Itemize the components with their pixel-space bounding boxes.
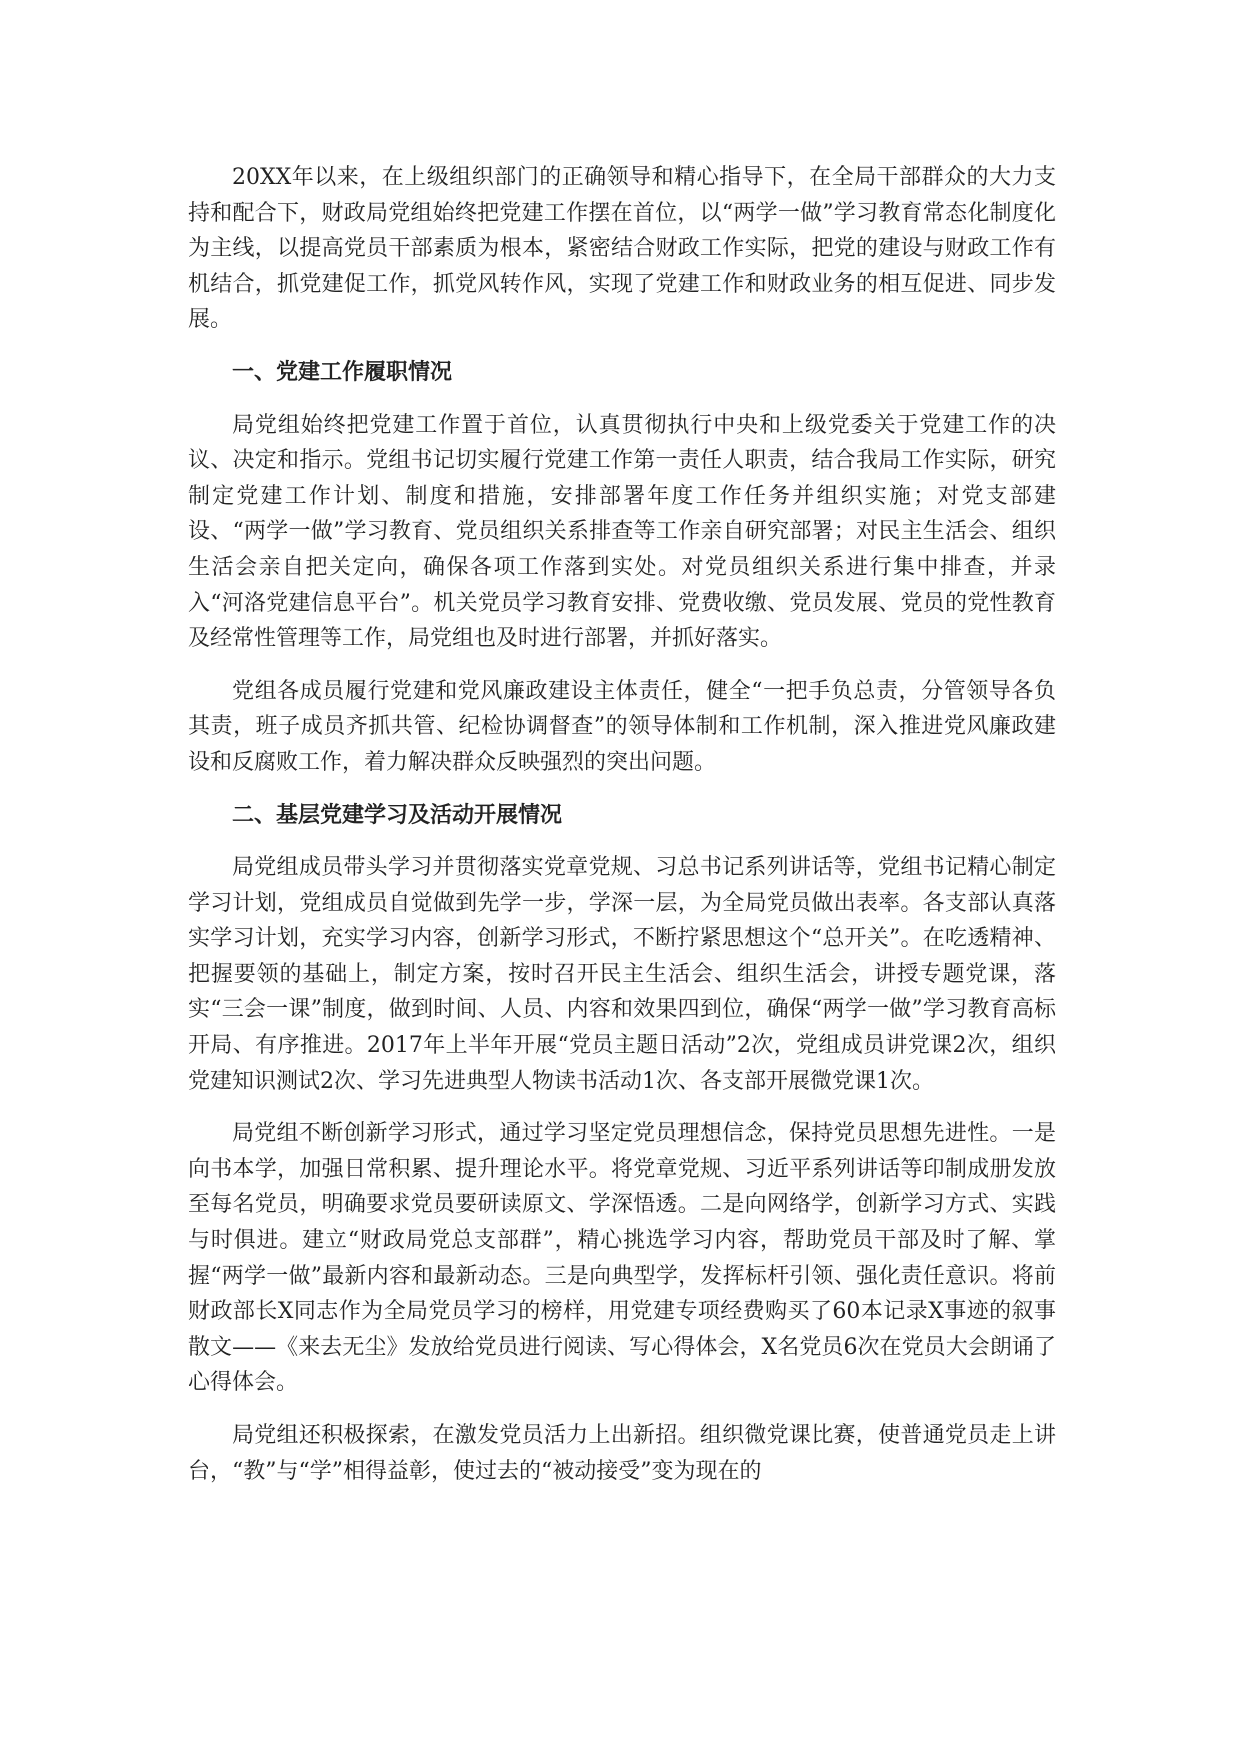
section-heading-2: 二、基层党建学习及活动开展情况	[232, 802, 563, 828]
intro-paragraph: 20XX年以来，在上级组织部门的正确领导和精心指导下，在全局干部群众的大力支持和配合下，财政局党组始终把党建工作摆在首位，以“两学一做”学习教育常态化制度化为主线，以提高党员干部素质为根本，紧密结合财政工作实际，把党的建设与财政工作有机结合，抓党建促工作，抓党风转作风，实现了党建工作和财政业务的相互促进、同步发展。	[188, 165, 1056, 333]
section-heading-1: 一、党建工作履职情况	[232, 359, 453, 385]
section-1-paragraph-1: 局党组始终把党建工作置于首位，认真贯彻执行中央和上级党委关于党建工作的决议、决定和指示。党组书记切实履行党建工作第一责任人职责，结合我局工作实际，研究制定党建工作计划、制度和措施，安排部署年度工作任务并组织实施；对党支部建设、“两学一做”学习教育、党员组织关系排查等工作亲自研究部署；对民主生活会、组织生活会亲自把关定向，确保各项工作落到实处。对党员组织关系进行集中排查，并录入“河洛党建信息平台”。机关党员学习教育安排、党费收缴、党员发展、党员的党性教育及经常性管理等工作，局党组也及时进行部署，并抓好落实。	[188, 412, 1056, 652]
section-2-paragraph-2: 局党组不断创新学习形式，通过学习坚定党员理想信念，保持党员思想先进性。一是向书本学，加强日常积累、提升理论水平。将党章党规、习近平系列讲话等印制成册发放至每名党员，明确要求党员要研读原文、学深悟透。二是向网络学，创新学习方式、实践与时俱进。建立“财政局党总支部群”，精心挑选学习内容，帮助党员干部及时了解、掌握“两学一做”最新内容和最新动态。三是向典型学，发挥标杆引领、强化责任意识。将前财政部长X同志作为全局党员学习的榜样，用党建专项经费购买了60本记录X事迹的叙事散文——《来去无尘》发放给党员进行阅读、写心得体会，X名党员6次在党员大会朗诵了心得体会。	[188, 1121, 1056, 1396]
section-2-paragraph-3: 局党组还积极探索，在激发党员活力上出新招。组织微党课比赛，使普通党员走上讲台，“教”与“学”相得益彰，使过去的“被动接受”变为现在的	[188, 1423, 1056, 1484]
document-page	[188, 160, 1056, 1506]
section-2-paragraph-1: 局党组成员带头学习并贯彻落实党章党规、习总书记系列讲话等，党组书记精心制定学习计划，党组成员自觉做到先学一步，学深一层，为全局党员做出表率。各支部认真落实学习计划，充实学习内容，创新学习形式，不断拧紧思想这个“总开关”。在吃透精神、把握要领的基础上，制定方案，按时召开民主生活会、组织生活会，讲授专题党课，落实“三会一课”制度，做到时间、人员、内容和效果四到位，确保“两学一做”学习教育高标开局、有序推进。2017年上半年开展“党员主题日活动”2次，党组成员讲党课2次，组织党建知识测试2次、学习先进典型人物读书活动1次、各支部开展微党课1次。	[188, 855, 1056, 1094]
section-1-paragraph-2: 党组各成员履行党建和党风廉政建设主体责任，健全“一把手负总责，分管领导各负其责，班子成员齐抓共管、纪检协调督查”的领导体制和工作机制，深入推进党风廉政建设和反腐败工作，着力解决群众反映强烈的突出问题。	[188, 678, 1056, 775]
